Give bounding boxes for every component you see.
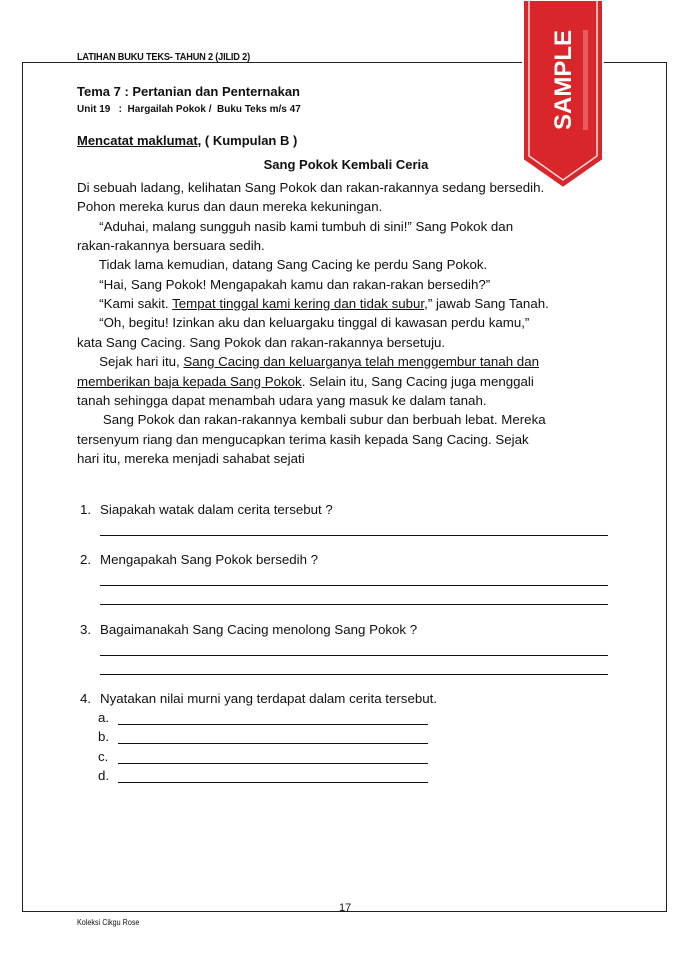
story-line: Tidak lama kemudian, datang Sang Cacing ke perdu Sang Pokok. — [77, 257, 488, 273]
option-letter: a. — [98, 710, 110, 725]
story-line: rakan-rakannya bersuara sedih. — [77, 238, 265, 254]
question-3 — [80, 622, 417, 637]
story-line: kata Sang Cacing. Sang Pokok dan rakan-rakannya bersetuju. — [77, 334, 446, 350]
answer-line[interactable] — [100, 585, 608, 586]
theme-heading: Tema 7 : Pertanian dan Penternakan — [77, 84, 300, 99]
section-label: Mencatat maklumat, — [77, 133, 202, 148]
option-c — [98, 749, 118, 764]
option-d — [98, 768, 118, 783]
option-letter: b. — [98, 729, 110, 744]
story-line: “Aduhai, malang sungguh nasib kami tumbuh di sini!” Sang Pokok dan — [77, 218, 514, 234]
unit-heading: Unit 19 : Hargailah Pokok / Buku Teks m/s 47 — [77, 104, 301, 115]
option-a — [98, 710, 118, 725]
question-text: Nyatakan nilai murni yang terdapat dalam cerita tersebut. — [100, 691, 438, 706]
option-answer-line[interactable] — [118, 763, 428, 764]
story-line: “Oh, begitu! Izinkan aku dan keluargaku tinggal di kawasan perdu kamu,” — [77, 315, 530, 331]
story-line — [77, 354, 539, 369]
option-answer-line[interactable] — [118, 782, 428, 783]
story-text: . Selain itu, Sang Cacing juga menggali — [301, 373, 534, 389]
page-number: 17 — [339, 902, 352, 914]
section-heading — [77, 133, 297, 148]
underlined-key-phrase: Sang Cacing dan keluarganya telah menggembur tanah dan — [183, 354, 539, 370]
footer-credit: Koleksi Cikgu Rose — [77, 918, 140, 927]
underlined-key-phrase: memberikan baja kepada Sang Pokok — [77, 373, 302, 389]
story-line: tanah sehingga dapat menambah udara yang masuk ke dalam tanah. — [77, 392, 487, 408]
story-line: “Hai, Sang Pokok! Mengapakah kamu dan rakan-rakan bersedih?” — [77, 276, 491, 292]
question-number: 1. — [80, 502, 92, 517]
story-text: ,” jawab Sang Tanah. — [424, 296, 549, 312]
story-line — [77, 374, 534, 389]
question-number: 2. — [80, 552, 92, 567]
answer-line[interactable] — [100, 535, 608, 536]
answer-line[interactable] — [100, 655, 608, 656]
question-text: Siapakah watak dalam cerita tersebut ? — [100, 502, 333, 517]
question-text: Bagaimanakah Sang Cacing menolong Sang Pokok ? — [100, 622, 418, 637]
story-line: Pohon mereka kurus dan daun mereka kekuningan. — [77, 199, 383, 215]
question-4 — [80, 691, 437, 706]
question-number: 4. — [80, 691, 92, 706]
question-number: 3. — [80, 622, 92, 637]
ribbon-small-print — [583, 30, 588, 130]
story-line: Sang Pokok dan rakan-rakannya kembali subur dan berbuah lebat. Mereka — [77, 412, 546, 428]
story-text: “Kami sakit. — [77, 296, 173, 312]
answer-line[interactable] — [100, 674, 608, 675]
option-answer-line[interactable] — [118, 724, 428, 725]
story-title: Sang Pokok Kembali Ceria — [263, 157, 429, 172]
underlined-key-phrase: Tempat tinggal kami kering dan tidak subur — [172, 296, 425, 312]
option-letter: d. — [98, 768, 110, 783]
answer-line[interactable] — [100, 604, 608, 605]
option-answer-line[interactable] — [118, 743, 428, 744]
watermark-text: SAMPLE — [550, 29, 577, 130]
question-1 — [80, 502, 333, 517]
question-2 — [80, 552, 318, 567]
section-group: ( Kumpulan B ) — [201, 133, 298, 148]
document-header: LATIHAN BUKU TEKS- TAHUN 2 (JILID 2) — [77, 52, 250, 63]
option-b — [98, 729, 118, 744]
option-letter: c. — [98, 749, 109, 764]
story-line: Di sebuah ladang, kelihatan Sang Pokok dan rakan-rakannya sedang bersedih. — [77, 180, 545, 195]
story-line — [77, 296, 549, 311]
sample-watermark-ribbon — [521, 0, 605, 190]
question-text: Mengapakah Sang Pokok bersedih ? — [100, 552, 319, 567]
story-text: Sejak hari itu, — [77, 354, 184, 370]
story-line: tersenyum riang dan mengucapkan terima kasih kepada Sang Cacing. Sejak — [77, 431, 529, 447]
story-line: hari itu, mereka menjadi sahabat sejati — [77, 450, 305, 466]
